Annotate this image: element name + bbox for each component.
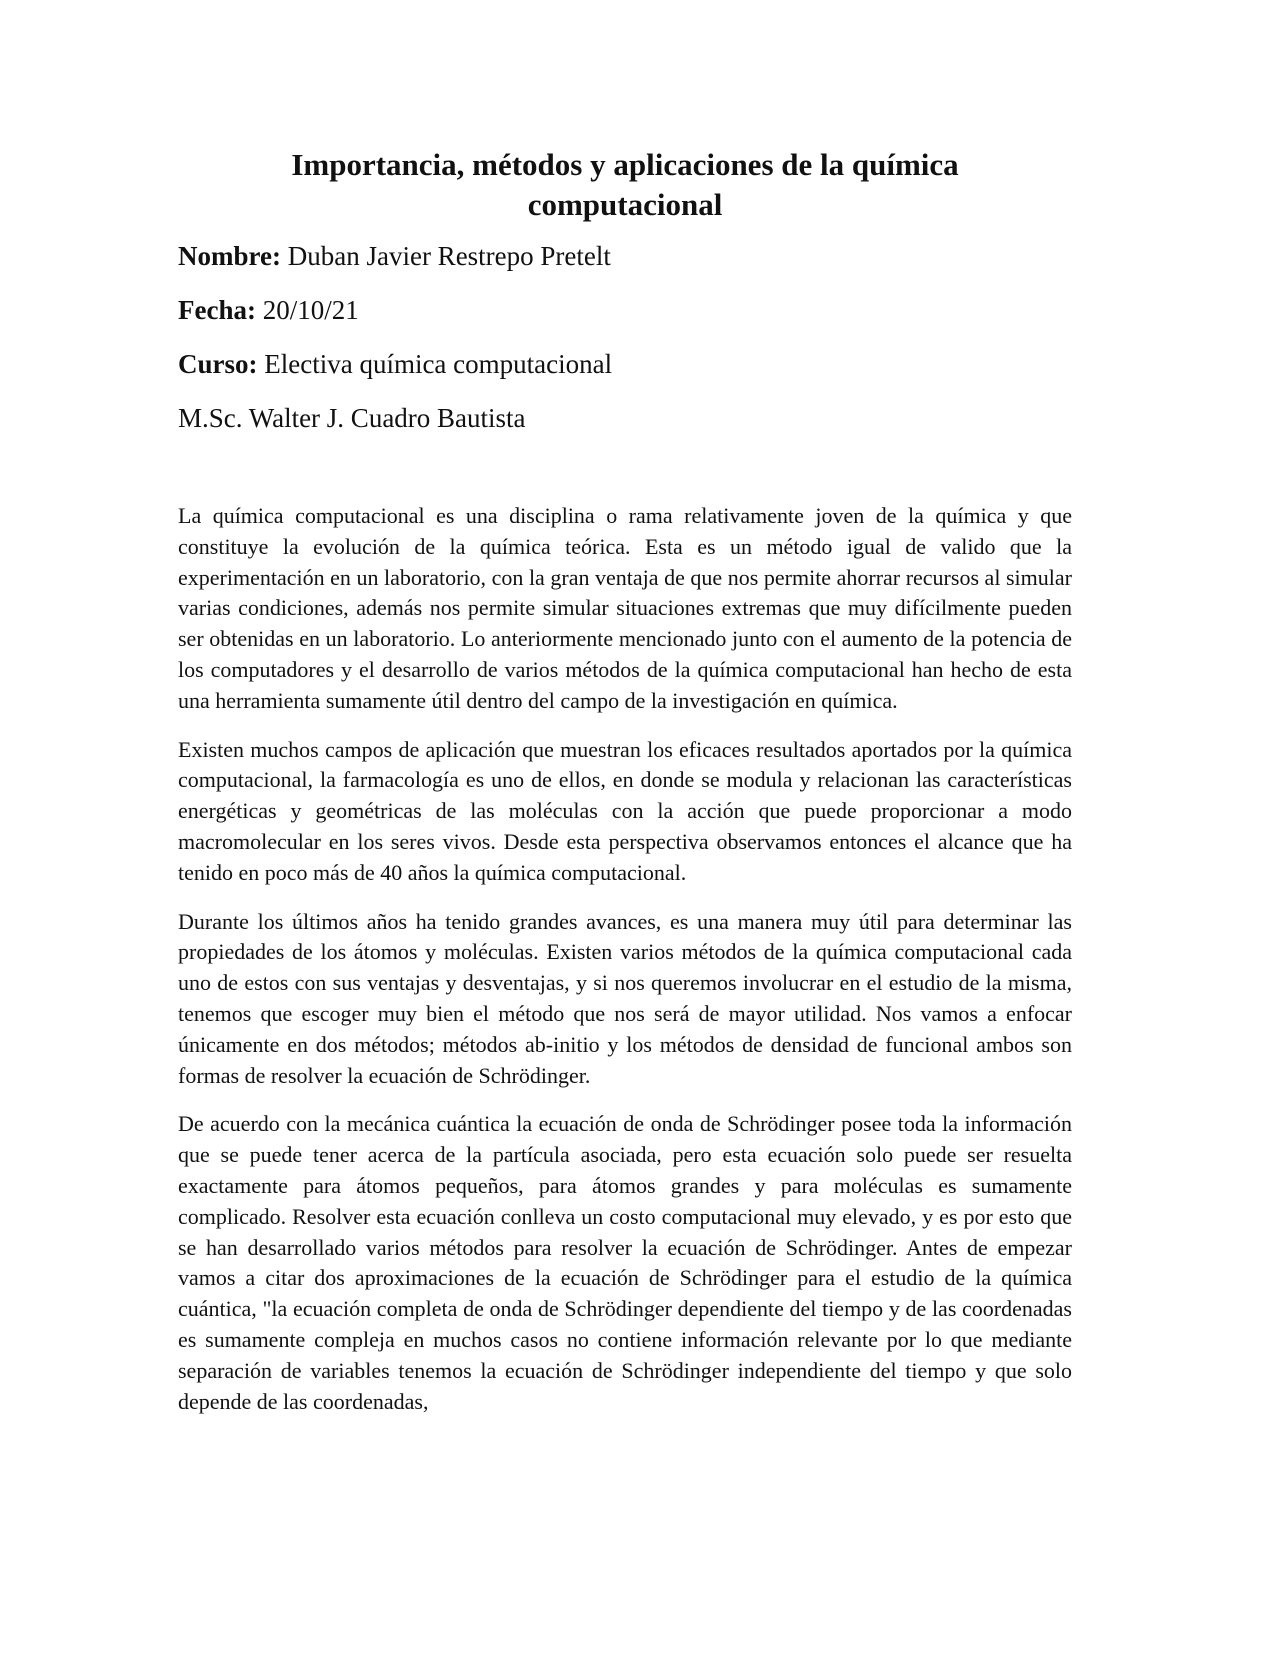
meta-fecha xyxy=(178,293,1072,327)
meta-profesor: M.Sc. Walter J. Cuadro Bautista xyxy=(178,403,526,433)
meta-curso xyxy=(178,347,1072,381)
document-page xyxy=(178,145,1072,1435)
meta-fecha-label: Fecha: xyxy=(178,295,256,325)
meta-nombre-value: Duban Javier Restrepo Pretelt xyxy=(280,241,611,271)
document-meta xyxy=(178,239,1072,435)
paragraph-1: La química computacional es una disciplina o rama relativamente joven de la química y que constituye la evolución de la química teórica. Esta es un método igual de valido que la experimentación en un laboratorio, con la gran ventaja de que nos permite ahorrar recursos al simular varias condiciones, además nos permite simular situaciones extremas que muy difícilmente pueden ser obtenidas en un laboratorio. Lo anteriormente mencionado junto con el aumento de la potencia de los computadores y el desarrollo de varios métodos de la química computacional han hecho de esta una herramienta sumamente útil dentro del campo de la investigación en química. xyxy=(178,503,1072,713)
paragraph-4: De acuerdo con la mecánica cuántica la ecuación de onda de Schrödinger posee toda la información que se puede tener acerca de la partícula asociada, pero esta ecuación solo puede ser resuelta exactamente para átomos pequeños, para átomos grandes y para moléculas es sumamente complicado. Resolver esta ecuación conlleva un costo computacional muy elevado, y es por esto que se han desarrollado varios métodos para resolver la ecuación de Schrödinger. Antes de empezar vamos a citar dos aproximaciones de la ecuación de Schrödinger para el estudio de la química cuántica, "la ecuación completa de onda de Schrödinger dependiente del tiempo y de las coordenadas es sumamente compleja en muchos casos no contiene información relevante por lo que mediante separación de variables tenemos la ecuación de Schrödinger independiente del tiempo y que solo depende de las coordenadas, xyxy=(178,1111,1072,1414)
meta-curso-label: Curso: xyxy=(178,349,258,379)
meta-fecha-value: 20/10/21 xyxy=(255,295,359,325)
meta-nombre-label: Nombre: xyxy=(178,241,281,271)
document-body xyxy=(178,501,1072,1417)
paragraph-2: Existen muchos campos de aplicación que muestran los eficaces resultados aportados por la química computacional, la farmacología es uno de ellos, en donde se modula y relacionan las características energéticas y geométricas de las moléculas con la acción que puede proporcionar a modo macromolecular en los seres vivos. Desde esta perspectiva observamos entonces el alcance que ha tenido en poco más de 40 años la química computacional. xyxy=(178,736,1072,885)
document-title: Importancia, métodos y aplicaciones de la química computacional xyxy=(291,147,959,222)
meta-curso-value: Electiva química computacional xyxy=(257,349,613,379)
meta-nombre xyxy=(178,239,1072,273)
paragraph-3: Durante los últimos años ha tenido grandes avances, es una manera muy útil para determinar las propiedades de los átomos y moléculas. Existen varios métodos de la química computacional cada uno de estos con sus ventajas y desventajas, y si nos queremos involucrar en el estudio de la misma, tenemos que escoger muy bien el método que nos será de mayor utilidad. Nos vamos a enfocar únicamente en dos métodos; métodos ab-initio y los métodos de densidad de funcional ambos son formas de resolver la ecuación de Schrödinger. xyxy=(178,908,1072,1088)
